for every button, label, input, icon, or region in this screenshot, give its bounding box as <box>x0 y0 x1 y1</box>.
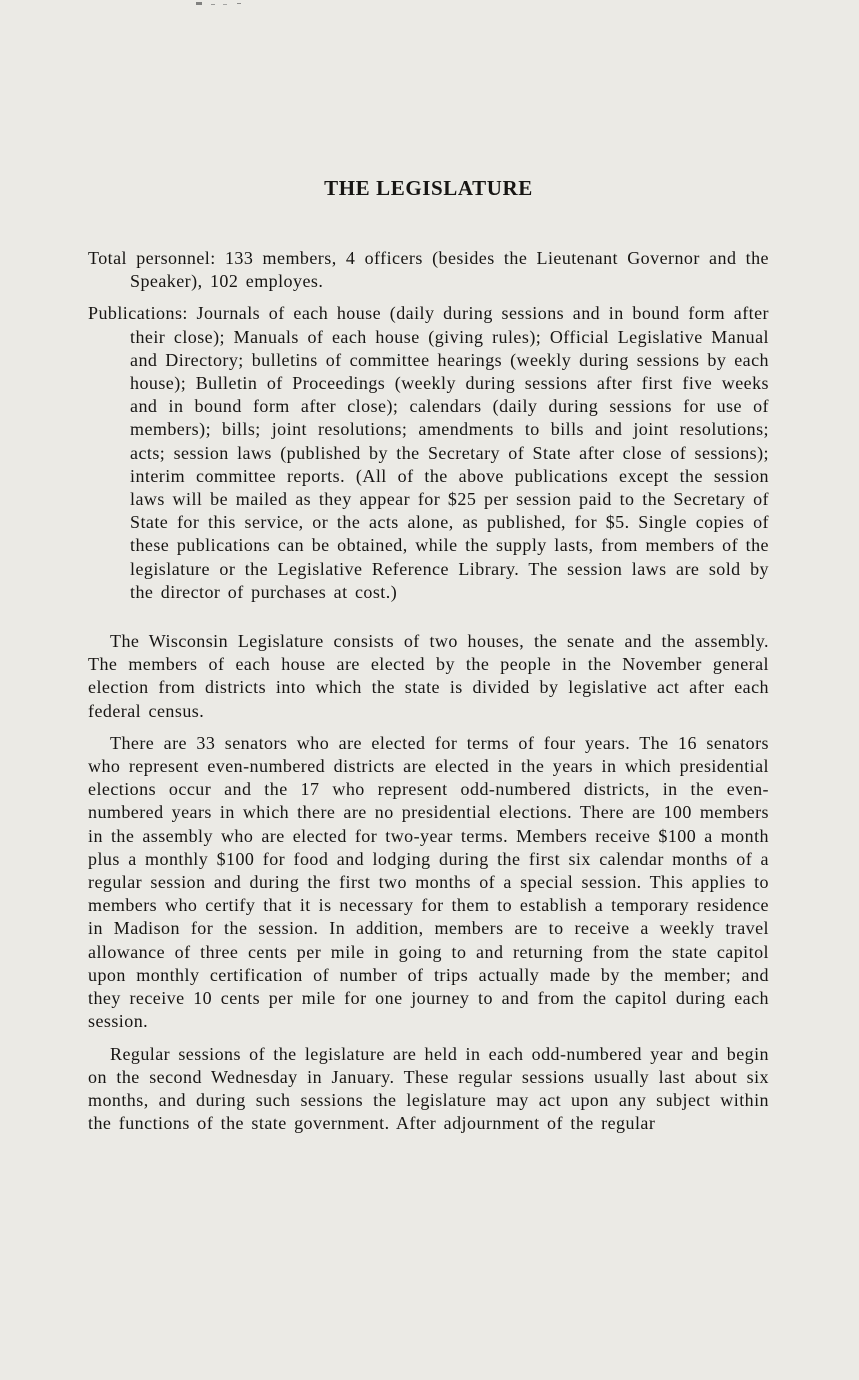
front-matter-paragraph-publications: Publications: Journals of each house (daily during sessions and in bound form after their close); Manuals of each house (giving rules); Official Legislative Manual and Directory; bulletins of committee hearings (weekly during sessions by each house); Bulletin of Proceedings (weekly during sessions after first five weeks and in bound form after close); calendars (daily during sessions for use of members); bills; joint resolutions; amendments to bills and joint resolutions; acts; session laws (published by the Secretary of State after close of sessions); interim committee reports. (All of the above publications except the session laws will be mailed as they appear for $25 per session paid to the Secretary of State for this service, or the acts alone, as published, for $5. Single copies of these publications can be obtained, while the supply lasts, from members of the legislature or the Legislative Reference Library. The session laws are sold by the director of purchases at cost.) <box>88 303 769 602</box>
front-matter-section <box>88 247 769 604</box>
scan-artifact <box>196 2 202 5</box>
body-paragraph: There are 33 senators who are elected for terms of four years. The 16 senators who represent even-numbered districts are elected in the years in which presidential elections occur and the 17 who represent odd-numbered districts, in the even-numbered years in which there are no presidential elections. There are 100 members in the assembly who are elected for two-year terms. Members receive $100 a month plus a monthly $100 for food and lodging during the first six calendar months of a regular session and during the first two months of a special session. This applies to members who certify that it is necessary for them to establish a temporary residence in Madison for the session. In addition, members are to receive a weekly travel allowance of three cents per mile in going to and returning from the state capitol upon monthly certification of number of trips actually made by the member; and they receive 10 cents per mile for one journey to and from the capitol during each session. <box>88 732 769 1032</box>
body-text-section <box>88 630 769 1135</box>
body-paragraph: Regular sessions of the legislature are held in each odd-numbered year and begin on the second Wednesday in January. These regular sessions usually last about six months, and during such sessions the legislature may act upon any subject within the functions of the state government. After adjournment of the regular <box>88 1043 769 1134</box>
page-title: THE LEGISLATURE <box>324 176 533 200</box>
body-paragraph: The Wisconsin Legislature consists of two houses, the senate and the assembly. The members of each house are elected by the people in the November general election from districts into which the state is divided by legislative act after each federal census. <box>88 631 769 721</box>
front-matter-paragraph-total-personnel: Total personnel: 133 members, 4 officers (besides the Lieutenant Governor and the Speaker), 102 employes. <box>88 248 769 292</box>
